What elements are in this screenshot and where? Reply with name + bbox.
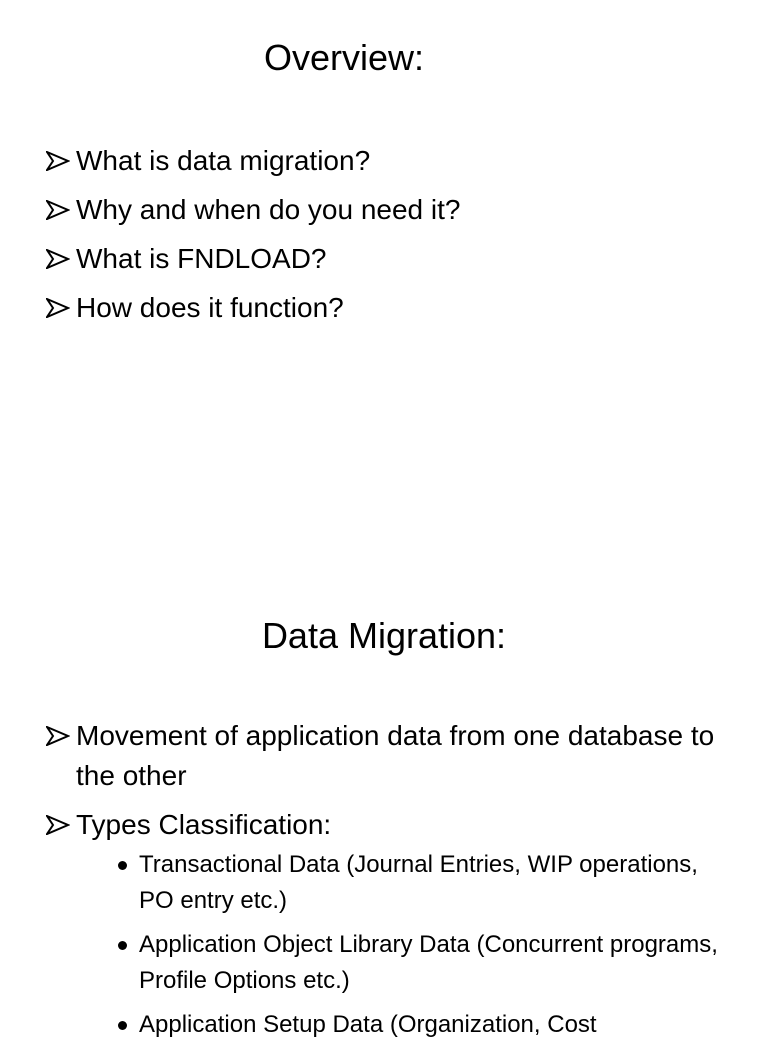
bullet-text: Movement of application data from one database to the other [76,720,715,791]
list-item [46,805,726,1043]
dot-bullet-icon [118,1021,127,1030]
arrowhead-bullet-icon [46,298,70,318]
bullet-text: How does it function? [76,292,344,323]
sub-list-item [114,927,726,999]
slide-title: Overview: [263,37,425,78]
arrowhead-bullet-icon [46,200,70,220]
sub-list-item [114,847,726,919]
arrowhead-bullet-icon [46,249,70,269]
dot-bullet-icon [118,861,127,870]
bullet-text: Why and when do you need it? [76,194,461,225]
list-item [46,716,726,796]
dot-bullet-icon [118,941,127,950]
bullet-text: What is data migration? [76,145,371,176]
sub-bullet-list [76,847,726,1043]
list-item [46,239,726,279]
sub-bullet-text: Application Setup Data (Organization, Cost [139,1011,597,1038]
list-item [46,288,726,328]
arrowhead-bullet-icon [46,815,70,835]
arrowhead-bullet-icon [46,151,70,171]
bullet-text: What is FNDLOAD? [76,243,327,274]
slide-title: Data Migration: [261,615,507,656]
sub-bullet-text: Application Object Library Data (Concurrent programs, Profile Options etc.) [139,931,718,994]
sub-list-item [114,1007,726,1043]
bullet-list [46,141,726,337]
slide-data-migration [0,580,768,1038]
bullet-list [46,716,726,1052]
arrowhead-bullet-icon [46,726,70,746]
list-item [46,141,726,181]
list-item [46,190,726,230]
sub-bullet-text: Transactional Data (Journal Entries, WIP operations, PO entry etc.) [139,851,698,914]
bullet-text: Types Classification: [76,809,332,840]
